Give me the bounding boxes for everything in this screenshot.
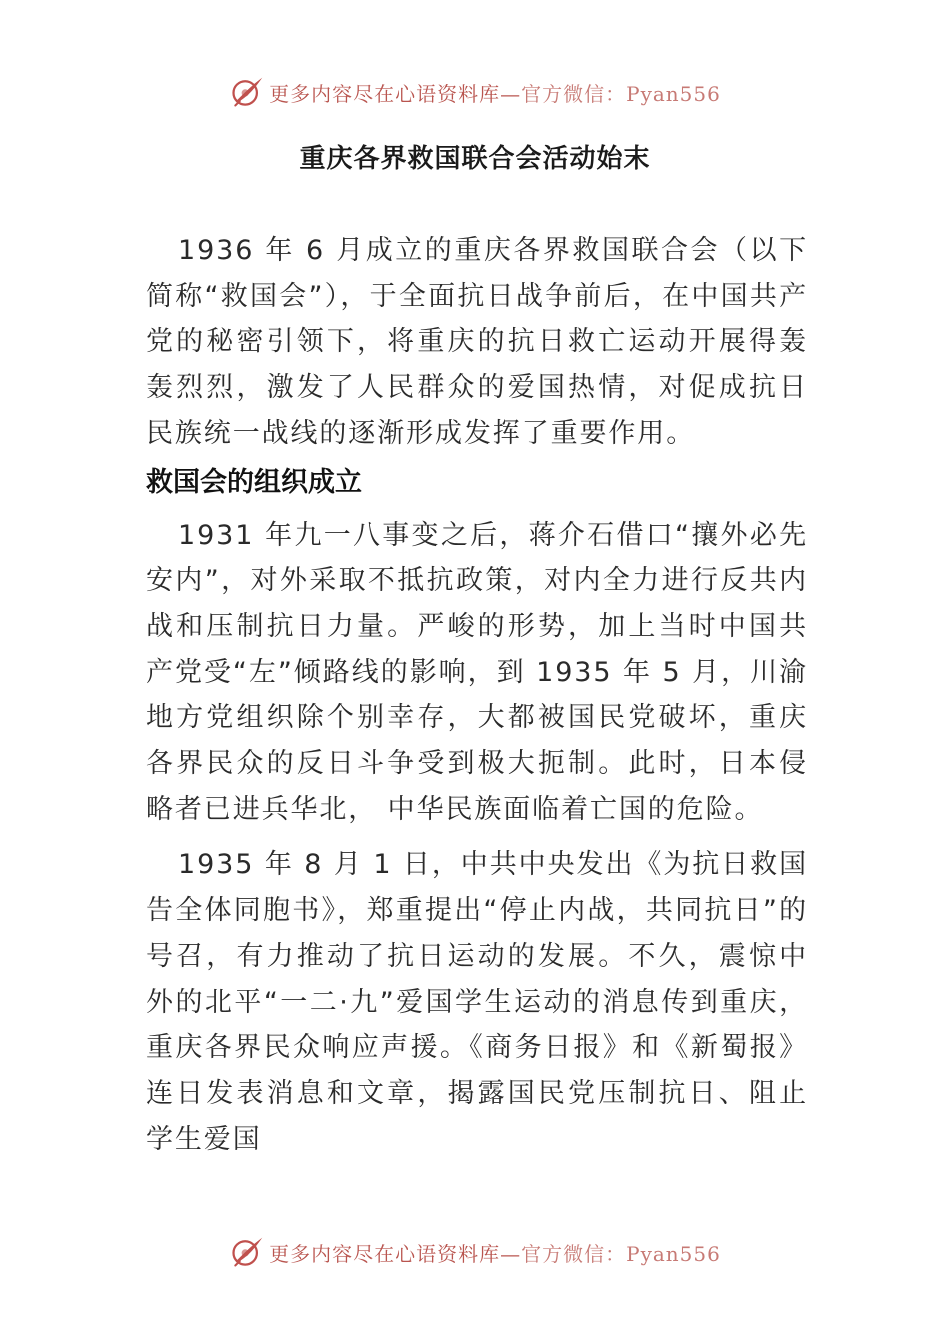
banner-wechat-label: 官方微信： bbox=[521, 81, 627, 106]
paragraph-2: 1931 年九一八事变之后，蒋介石借口“攘外必先安内”，对外采取不抵抗政策，对内全力进行反共内战和压制抗日力量。严峻的形势，加上当时中国共产党受“左”倾路线的影响，到 1935 年 5 月，川渝地方党组织除个别幸存，大都被国民党破坏，重庆各界民众的反日斗争受到极大扼制。此时，日本侵略者已进兵华北， 中华民族面临着亡国的危险。 bbox=[146, 519, 808, 825]
banner-wechat-label: 官方微信： bbox=[521, 1241, 627, 1266]
banner-wechat-id: Pyan556 bbox=[626, 1241, 721, 1266]
banner-dash: — bbox=[500, 81, 522, 106]
intro-paragraph: 1936 年 6 月成立的重庆各界救国联合会（以下简称“救国会”），于全面抗日战争前后，在中国共产党的秘密引领下，将重庆的抗日救亡运动开展得轰轰烈烈，激发了人民群众的爱国热情，对促成抗日民族统一战线的逐渐形成发挥了重要作用。 bbox=[146, 235, 808, 449]
page-title: 重庆各界救国联合会活动始末 bbox=[299, 144, 651, 174]
header-banner bbox=[0, 70, 950, 114]
quill-pen-logo-icon bbox=[229, 74, 265, 110]
banner-text bbox=[269, 1238, 721, 1267]
article-body bbox=[146, 228, 808, 1162]
banner-text bbox=[269, 78, 721, 107]
paragraph-3: 1935 年 8 月 1 日，中共中央发出《为抗日救国告全体同胞书》，郑重提出“停止内战，共同抗日”的号召，有力推动了抗日运动的发展。不久，震惊中外的北平“一二·九”爱国学生运动的消息传到重庆，重庆各界民众响应声援。《商务日报》和《新蜀报》连日发表消息和文章，揭露国民党压制抗日、阻止学生爱国 bbox=[146, 849, 808, 1155]
quill-pen-logo-icon bbox=[229, 1234, 265, 1270]
footer-banner bbox=[0, 1230, 950, 1274]
banner-dash: — bbox=[500, 1241, 522, 1266]
banner-site-text: 更多内容尽在心语资料库 bbox=[269, 81, 501, 106]
section-heading: 救国会的组织成立 bbox=[146, 466, 362, 498]
banner-wechat-id: Pyan556 bbox=[626, 81, 721, 106]
banner-site-text: 更多内容尽在心语资料库 bbox=[269, 1241, 501, 1266]
